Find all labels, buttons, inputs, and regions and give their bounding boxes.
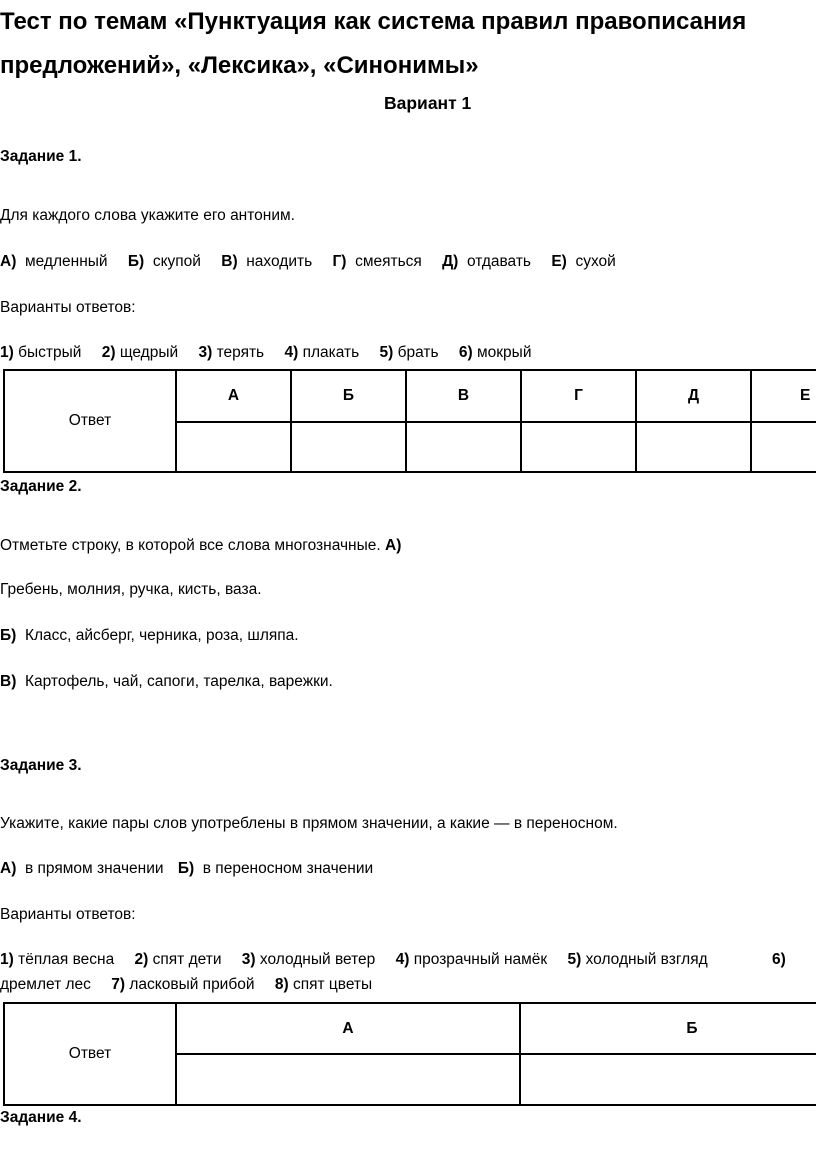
title-line-2: предложений», «Лексика», «Синонимы» [0, 52, 479, 79]
task-2-line-a: Гребень, молния, ручка, кисть, ваза. [0, 581, 262, 598]
answer-input-cell[interactable] [636, 422, 751, 472]
answer-input-cell[interactable] [520, 1054, 816, 1105]
task-3-answer-table [3, 1002, 816, 1106]
option-item: дремлет лес [0, 976, 91, 993]
document-title [0, 0, 746, 88]
option-6-number: 6) [772, 951, 786, 968]
task-3-options-line-1 [0, 951, 708, 969]
word-item: Б) скупой [127, 253, 201, 270]
option-item: 1) быстрый [0, 344, 82, 361]
answer-input-cell[interactable] [521, 422, 636, 472]
task-1-words [0, 253, 616, 271]
option-item: 7) ласковый прибой [111, 976, 255, 993]
word-item: Г) смеяться [332, 253, 422, 270]
option-item: 4) прозрачный намёк [395, 951, 548, 968]
answer-header-cell: А [176, 370, 291, 422]
answer-label-cell: Ответ [4, 1003, 176, 1105]
title-line-1: Тест по темам «Пунктуация как система правил правописания [0, 8, 747, 35]
word-item: В) находить [221, 253, 313, 270]
variant-heading: Вариант 1 [384, 93, 472, 113]
option-item: 8) спят цветы [274, 976, 373, 993]
answer-header-cell: В [406, 370, 521, 422]
task-2-line-c: В) Картофель, чай, сапоги, тарелка, варежки. [0, 673, 333, 690]
answer-header-cell: Б [291, 370, 406, 422]
option-item: 3) терять [198, 344, 265, 361]
task-1-answer-table [3, 369, 816, 473]
option-item: 2) спят дети [134, 951, 222, 968]
option-item: 5) холодный взгляд [567, 951, 708, 968]
task-1-options-label: Варианты ответов: [0, 299, 136, 316]
option-item: 4) плакать [284, 344, 360, 361]
answer-header-cell: Г [521, 370, 636, 422]
task-3-options-line-2 [0, 976, 372, 994]
option-item: 6) мокрый [458, 344, 532, 361]
task-3-heading: Задание 3. [0, 757, 82, 774]
answer-input-cell[interactable] [176, 1054, 520, 1105]
word-item: Е) сухой [551, 253, 616, 270]
task-3-instruction: Укажите, какие пары слов употреблены в прямом значении, а какие — в переносном. [0, 815, 618, 832]
answer-label-cell: Ответ [4, 370, 176, 472]
task-1-options [0, 344, 531, 362]
option-item: 5) брать [379, 344, 439, 361]
task-2-heading: Задание 2. [0, 478, 82, 495]
answer-input-cell[interactable] [751, 422, 816, 472]
task-2-line-b: Б) Класс, айсберг, черника, роза, шляпа. [0, 627, 299, 644]
option-item: 3) холодный ветер [241, 951, 376, 968]
answer-header-cell: Е [751, 370, 816, 422]
task-2-instruction: Отметьте строку, в которой все слова многозначные. А) [0, 537, 402, 554]
task-3-options-label: Варианты ответов: [0, 906, 136, 923]
answer-input-cell[interactable] [176, 422, 291, 472]
word-item: Д) отдавать [442, 253, 532, 270]
group-item: А) в прямом значении [0, 860, 164, 877]
task-3-groups [0, 860, 373, 878]
word-item: А) медленный [0, 253, 108, 270]
option-item: 2) щедрый [101, 344, 179, 361]
task-4-heading: Задание 4. [0, 1109, 82, 1126]
answer-input-cell[interactable] [406, 422, 521, 472]
task-1-heading: Задание 1. [0, 148, 82, 165]
answer-input-cell[interactable] [291, 422, 406, 472]
answer-header-cell: А [176, 1003, 520, 1054]
answer-header-cell: Д [636, 370, 751, 422]
answer-header-cell: Б [520, 1003, 816, 1054]
task-1-instruction: Для каждого слова укажите его антоним. [0, 207, 295, 224]
group-item: Б) в переносном значении [177, 860, 374, 877]
option-item: 1) тёплая весна [0, 951, 115, 968]
